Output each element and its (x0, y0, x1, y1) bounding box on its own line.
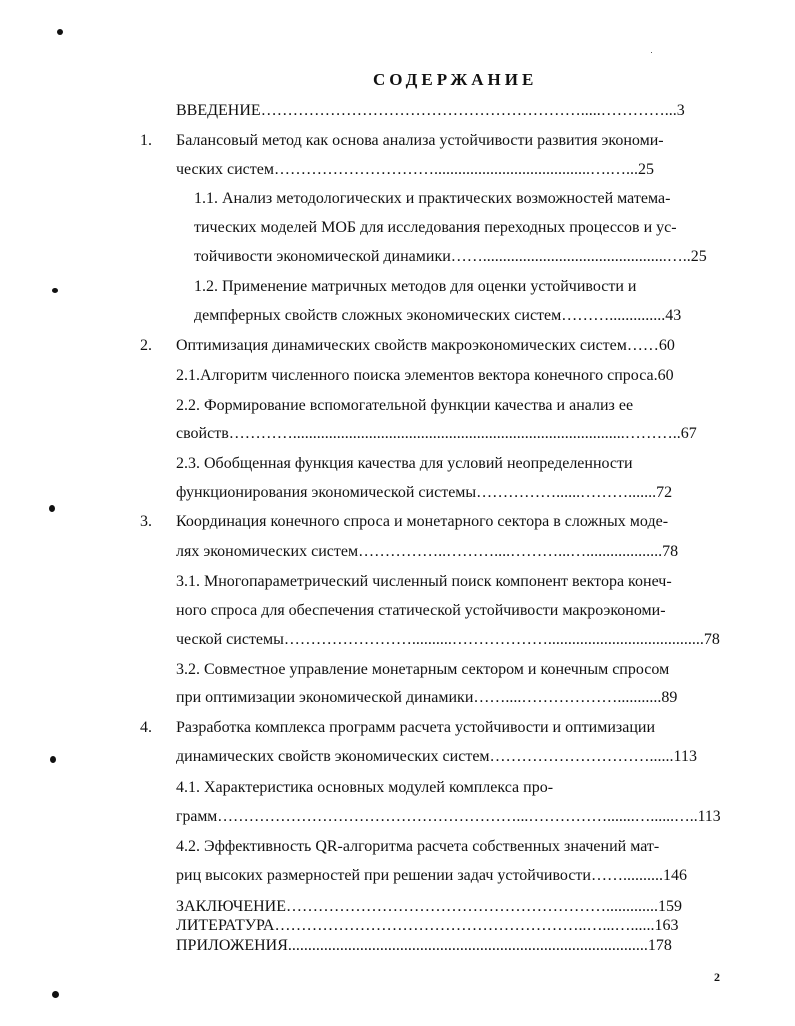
scan-mark (52, 991, 59, 998)
toc-line: 4.1. Характеристика основных модулей комплекса про- (176, 779, 554, 796)
section-number: 2. (140, 337, 152, 354)
toc-line: ного спроса для обеспечения статической устойчивости макроэкономи- (176, 602, 666, 619)
scan-mark (52, 288, 58, 293)
toc-line: ВВЕДЕНИЕ…………………………………………………….....…………...3 (176, 102, 685, 119)
toc-line: динамических свойств экономических систем…………………………......113 (176, 748, 697, 765)
toc-line: ческих систем………………………….......................................….…...25 (176, 161, 654, 178)
toc-line: 3.1. Многопараметрический численный поиск компонент вектора конеч- (176, 573, 672, 590)
scan-mark (50, 756, 56, 763)
section-number: 3. (140, 513, 152, 530)
page-number: 2 (714, 970, 720, 984)
toc-line: лях экономических систем……………..………....………...…...................78 (176, 543, 679, 560)
scan-speck (651, 52, 652, 53)
toc-line: 2.2. Формирование вспомогательной функции качества и анализ ее (176, 397, 634, 414)
section-number: 1. (140, 132, 152, 149)
toc-line: свойств…………...................................................................................………..67 (176, 425, 697, 442)
toc-line: тойчивости экономической динамики……..............................................…..25 (194, 248, 707, 265)
toc-line: тических моделей МОБ для исследования переходных процессов и ус- (194, 219, 677, 236)
toc-line: 3.2. Совместное управление монетарным сектором и конечным спросом (176, 661, 670, 678)
toc-line: функционирования экономической системы……………......……….......72 (176, 484, 673, 501)
toc-line: ЗАКЛЮЧЕНИЕ…………………………………………………….............159 (176, 898, 682, 915)
toc-line: ЛИТЕРАТУРА…………………………………………………..…...…......163 (176, 917, 679, 934)
toc-line: демпферных свойств сложных экономических систем………..............43 (194, 307, 682, 324)
toc-line: Разработка комплекса программ расчета устойчивости и оптимизации (176, 719, 656, 736)
scan-mark (49, 505, 55, 512)
toc-line: 1.1. Анализ методологических и практических возможностей матема- (194, 190, 671, 207)
page-title: СОДЕРЖАНИЕ (373, 70, 538, 89)
toc-line: 2.1.Алгоритм численного поиска элементов вектора конечного спроса.60 (176, 367, 674, 384)
toc-line: риц высоких размерностей при решении задач устойчивости……..........146 (176, 867, 687, 884)
toc-line: Оптимизация динамических свойств макроэкономических систем……60 (176, 337, 675, 354)
toc-line: грамм…………………………………………………...…………….......…......…..113 (176, 808, 721, 825)
toc-line: ческой системы……………………..........……………….......................................78 (176, 631, 720, 648)
toc-line: 2.3. Обобщенная функция качества для условий неопределенности (176, 455, 633, 472)
toc-line: Координация конечного спроса и монетарного сектора в сложных моде- (176, 513, 669, 530)
toc-line: при оптимизации экономической динамики……....………………...........89 (176, 689, 678, 706)
toc-line: 1.2. Применение матричных методов для оценки устойчивости и (194, 278, 637, 295)
toc-line: 4.2. Эффективность QR-алгоритма расчета собственных значений мат- (176, 838, 660, 855)
toc-line: ПРИЛОЖЕНИЯ..........................................................................................178 (176, 937, 672, 954)
toc-line: Балансовый метод как основа анализа устойчивости развития экономи- (176, 132, 664, 149)
scan-mark (57, 29, 63, 35)
section-number: 4. (140, 719, 152, 736)
